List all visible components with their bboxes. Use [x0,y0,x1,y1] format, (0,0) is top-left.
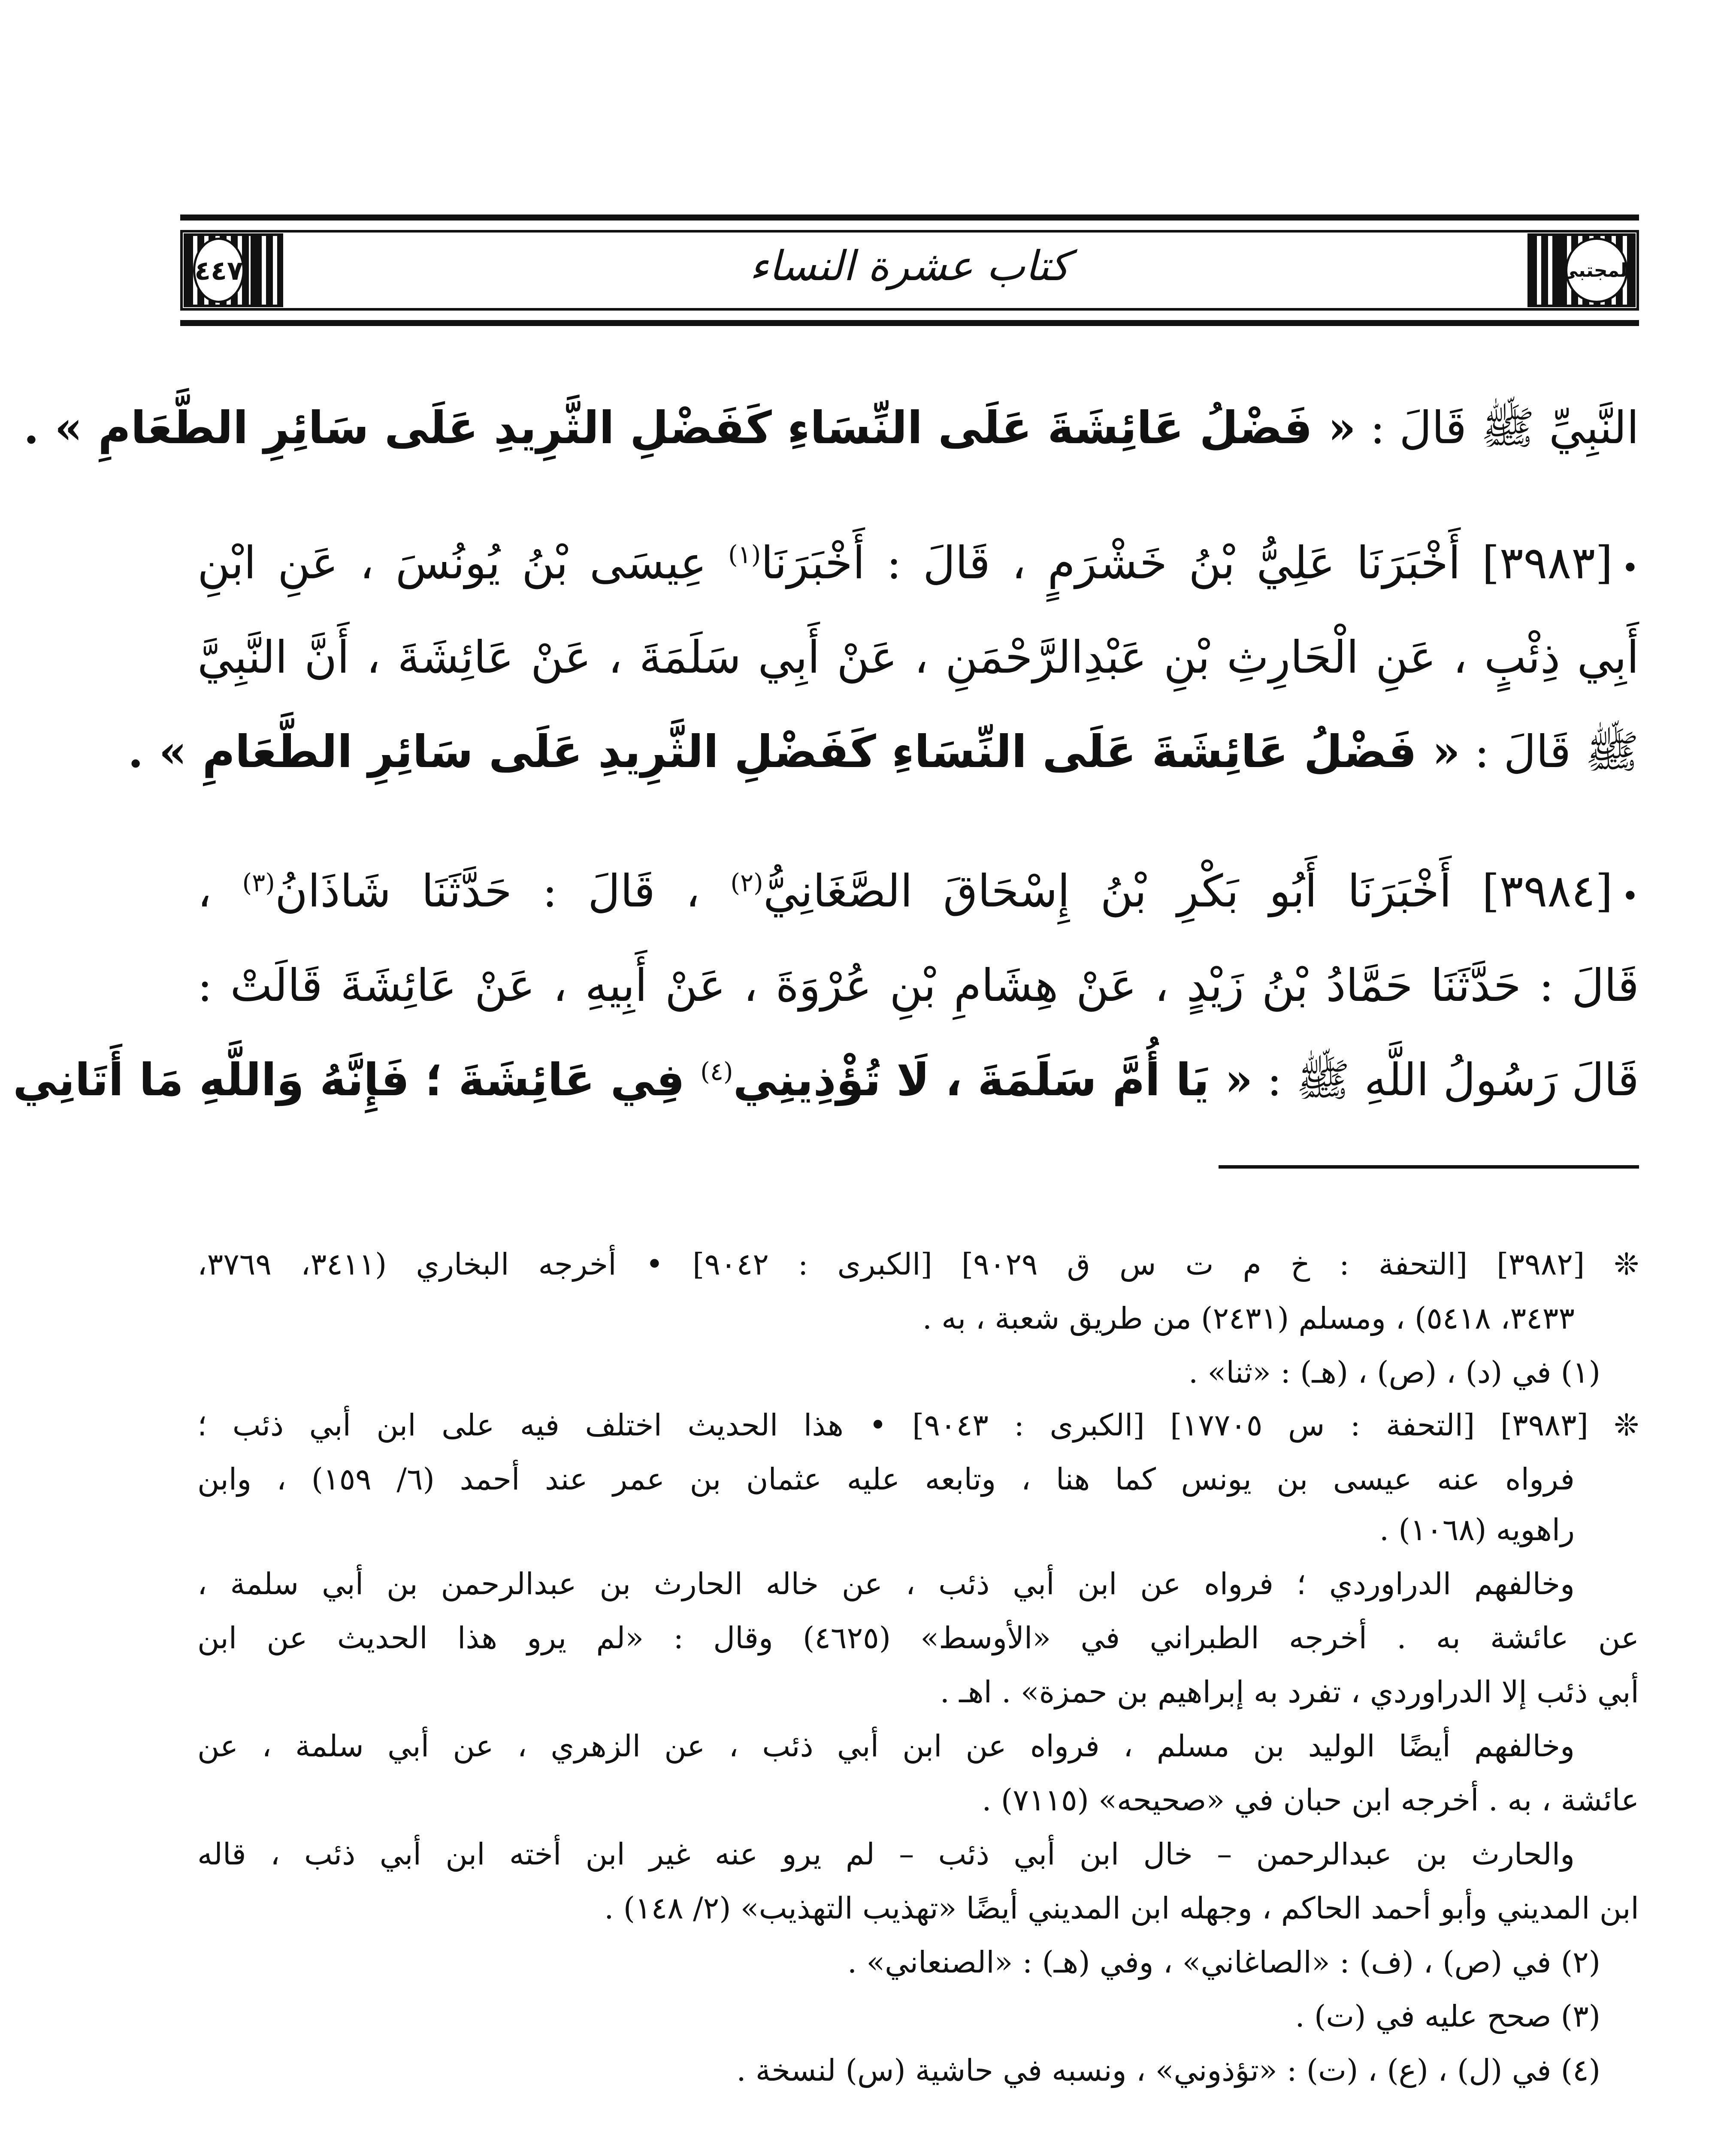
text: [٣٩٨٤] أَخْبَرَنَا أَبُو بَكْرِ بْنُ إِسْحَاقَ الصَّغَانِيُّ [763,865,1613,917]
footnote-line: (١) في (د) ، (ص) ، (هـ) : «ثنا» . [1189,1355,1600,1390]
footnote-line: (٤) في (ل) ، (ع) ، (ت) : «تؤذوني» ، ونسبه في حاشية (س) لنسخة . [736,2053,1600,2088]
text: ، [197,865,242,917]
footnote-line: وخالفهم الدراوردي ؛ فرواه عن ابن أبي ذئب ، عن خاله الحارث بن عبدالرحمن بن أبي سلمة ، [197,1566,1575,1601]
chapter-title: كتاب عشرة النساء [749,242,1070,290]
footnote-line: عن عائشة به . أخرجه الطبراني في «الأوسط» (٤٦٢٥) وقال : «لم يرو هذا الحديث عن ابن [197,1620,1639,1656]
footnote-line: عائشة ، به . أخرجه ابن حبان في «صحيحه» (٧١١٥) . [982,1782,1639,1818]
footnote-line: والحارث بن عبدالرحمن – خال ابن أبي ذئب – لم يرو عنه غير ابن أخته ابن أبي ذئب ، قاله [197,1837,1575,1872]
main-line [13,1053,1639,1107]
page-number: ٤٤٧ [193,238,245,303]
footnote-ref[interactable]: (٢) [730,868,763,897]
footnote-line: ❊ [٣٩٨٣] [التحفة : س ١٧٧٠٥] [الكبرى : ٩٠٤٣] • هذا الحديث اختلف فيه على ابن أبي ذئب ؛ [197,1408,1639,1443]
main-line [197,536,1639,590]
text: ، قَالَ : حَدَّثَنَا شَاذَانُ [275,865,731,917]
running-header [180,214,1639,326]
text: النَّبِيِّ ﷺ قَالَ : [1356,402,1639,454]
footnote-line: فرواه عنه عيسى بن يونس كما هنا ، وتابعه عليه عثمان بن عمر عند أحمد (٦/ ١٥٩) ، وابن [197,1462,1575,1497]
hadith-quote: « فَضْلُ عَائِشَةَ عَلَى النِّسَاءِ كَفَضْلِ الثَّرِيدِ عَلَى سَائِرِ الطَّعَامِ » . [127,725,1461,778]
footnote-line: أبي ذئب إلا الدراوردي ، تفرد به إبراهيم بن حمزة» . اهـ . [940,1674,1639,1710]
main-line [127,725,1639,779]
bullet-icon: • [1621,879,1639,914]
footnote-ref[interactable]: (٤) [700,1057,733,1086]
footnote-line: ❊ [٣٩٨٢] [التحفة : خ م ت س ق ٩٠٢٩] [الكبرى : ٩٠٤٢] • أخرجه البخاري (٣٤١١، ٣٧٦٩، [197,1247,1639,1282]
footnote-line: وخالفهم أيضًا الوليد بن مسلم ، فرواه عن ابن أبي ذئب ، عن الزهري ، عن أبي سلمة ، عن [197,1728,1575,1764]
hadith-quote: « فَضْلُ عَائِشَةَ عَلَى النِّسَاءِ كَفَضْلِ الثَّرِيدِ عَلَى سَائِرِ الطَّعَامِ » . [23,401,1356,454]
main-line [197,864,1639,918]
footnote-line: (٢) في (ص) ، (ف) : «الصاغاني» ، وفي (هـ) : «الصنعاني» . [847,1945,1600,1980]
footnote-ref[interactable]: (٣) [242,868,275,897]
footnote-line: ٣٤٣٣، ٥٤١٨) ، ومسلم (٢٤٣١) من طريق شعبة ، به . [922,1301,1575,1336]
text: ﷺ قَالَ : [1460,725,1639,778]
hadith-quote: فِي عَائِشَةَ ؛ فَإِنَّهُ وَاللَّهِ مَا أَتَانِي [13,1053,701,1106]
footnote-line: ابن المديني وأبو أحمد الحاكم ، وجهله ابن المديني أيضًا «تهذيب التهذيب» (٢/ ١٤٨) . [604,1891,1639,1926]
hadith-quote: « يَا أُمَّ سَلَمَةَ ، لَا تُؤْذِينِي [733,1053,1253,1106]
footnote-line: راهويه (١٠٦٨) . [1379,1512,1575,1547]
text: قَالَ رَسُولُ اللَّهِ ﷺ : [1252,1054,1639,1106]
footnote-ref[interactable]: (١) [728,540,761,569]
main-line [23,401,1639,455]
bullet-icon: • [1621,550,1639,586]
main-line: قَالَ : حَدَّثَنَا حَمَّادُ بْنُ زَيْدٍ ، عَنْ هِشَامِ بْنِ عُرْوَةَ ، عَنْ أَبِيهِ ، عَنْ عَائِشَةَ قَالَتْ : [197,959,1639,1012]
footnote-line: (٣) صحح عليه في (ت) . [1295,1999,1600,2034]
text: عِيسَى بْنُ يُونُسَ ، عَنِ ابْنِ [197,537,728,589]
footnote-separator [1219,1165,1639,1169]
main-line: أَبِي ذِئْبٍ ، عَنِ الْحَارِثِ بْنِ عَبْدِالرَّحْمَنِ ، عَنْ أَبِي سَلَمَةَ ، عَنْ عَائِشَةَ ، أَنَّ النَّبِيَّ [197,631,1639,683]
book-label: المجتبى [1565,238,1628,303]
text: [٣٩٨٣] أَخْبَرَنَا عَلِيُّ بْنُ خَشْرَمٍ ، قَالَ : أَخْبَرَنَا [761,537,1613,589]
